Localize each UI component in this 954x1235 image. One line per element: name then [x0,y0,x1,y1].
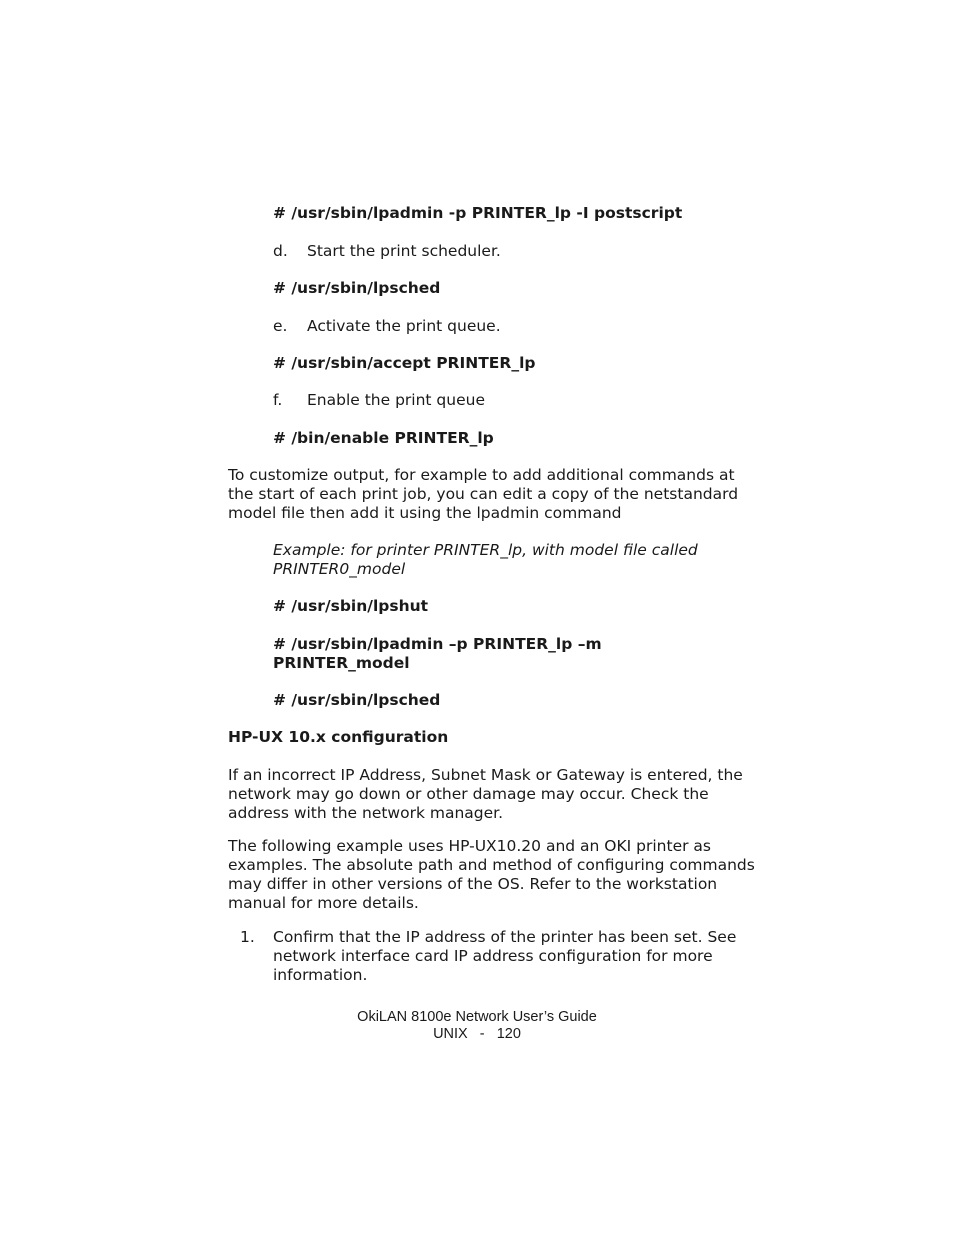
command-lpadmin-model [273,635,602,673]
following-line: may differ in other versions of the OS. Refer to the workstation [228,875,718,893]
footer-page-number: UNIX - 120 [433,1026,521,1042]
step-f [273,391,485,410]
step-d-label: d. [273,242,288,260]
following-line: manual for more details. [228,894,419,912]
following-line: examples. The absolute path and method of configuring commands [228,856,755,874]
item-number: 1. [240,928,255,946]
step-e [273,317,501,336]
step-e-label: e. [273,317,288,335]
warning-paragraph [228,766,748,823]
command-lpsched-2: # /usr/sbin/lpsched [273,691,441,709]
customize-line: the start of each print job, you can edit a copy of the netstandard [228,485,739,503]
step-f-text: Enable the print queue [307,391,485,409]
command-enable: # /bin/enable PRINTER_lp [273,429,494,447]
footer-title: OkiLAN 8100e Network User’s Guide [357,1009,597,1025]
item-text [273,928,736,985]
command-line: PRINTER_model [273,654,410,672]
section-heading: HP-UX 10.x configuration [228,728,449,746]
customize-paragraph [228,466,748,523]
command-lpsched: # /usr/sbin/lpsched [273,279,441,297]
item-line: network interface card IP address configuration for more [273,947,713,965]
command-lpshut: # /usr/sbin/lpshut [273,597,429,615]
command-line: # /usr/sbin/lpadmin –p PRINTER_lp –m [273,635,602,653]
item-line: information. [273,966,368,984]
example-line: Example: for printer PRINTER_lp, with model file called [273,541,698,559]
warning-line: network may go down or other damage may occur. Check the [228,785,709,803]
customize-line: model file then add it using the lpadmin command [228,504,622,522]
item-line: Confirm that the IP address of the printer has been set. See [273,928,737,946]
step-d-text: Start the print scheduler. [307,242,501,260]
step-e-text: Activate the print queue. [307,317,501,335]
customize-line: To customize output, for example to add additional commands at [228,466,735,484]
command-lpadmin-postscript: # /usr/sbin/lpadmin -p PRINTER_lp -I postscript [273,204,683,222]
command-accept: # /usr/sbin/accept PRINTER_lp [273,354,536,372]
example-line: PRINTER0_model [273,560,406,578]
warning-line: If an incorrect IP Address, Subnet Mask or Gateway is entered, the [228,766,743,784]
example-note [273,541,698,579]
step-f-label: f. [273,391,283,409]
following-paragraph [228,837,755,913]
step-d [273,242,501,261]
warning-line: address with the network manager. [228,804,504,822]
page-footer [0,1009,954,1043]
following-line: The following example uses HP-UX10.20 and an OKI printer as [228,837,711,855]
